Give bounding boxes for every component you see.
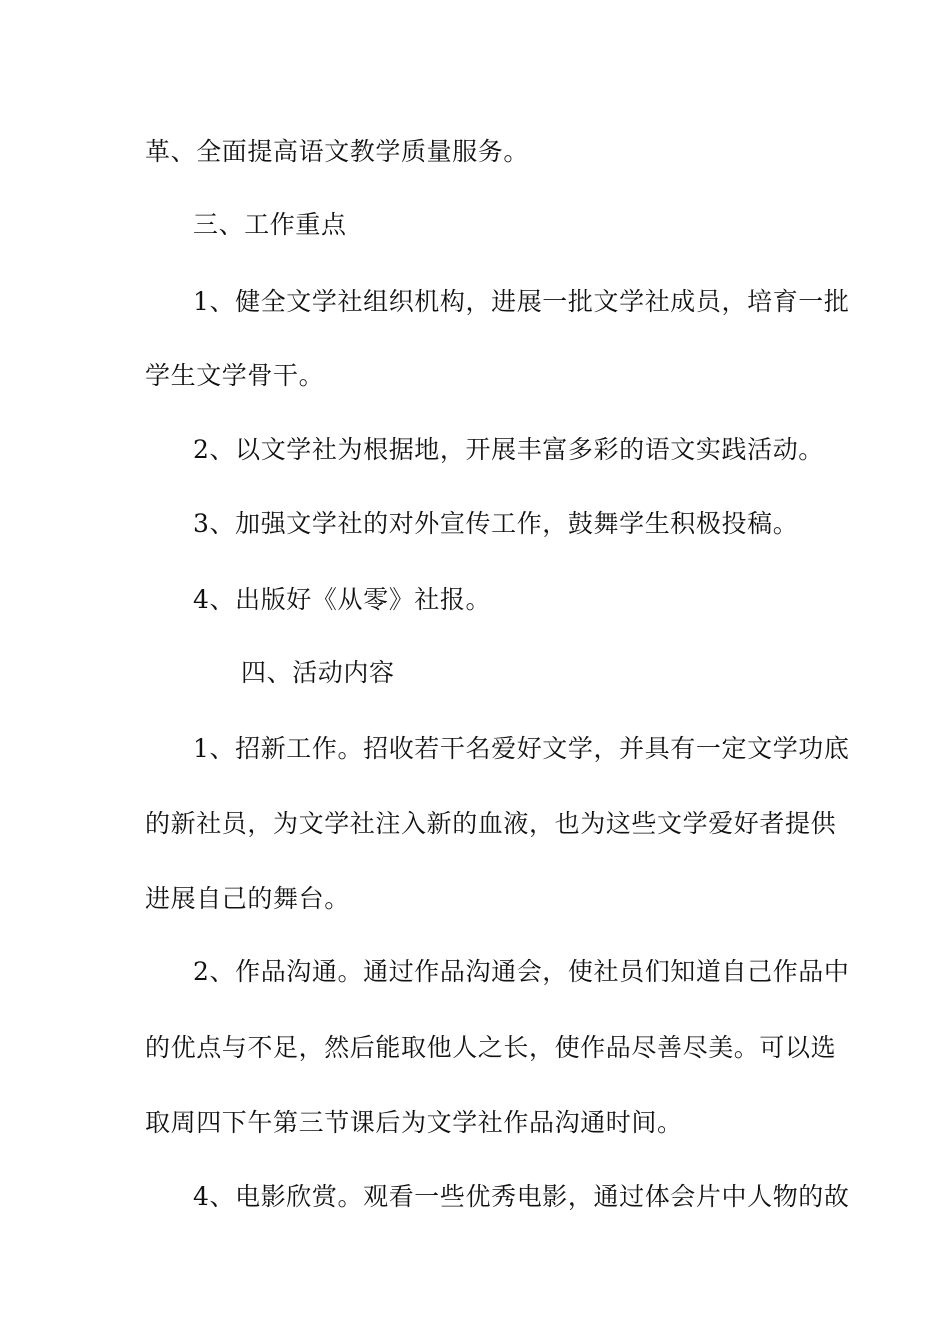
paragraph-line: 革、全面提高语文教学质量服务。: [145, 137, 530, 166]
paragraph-line: 的优点与不足，然后能取他人之长，使作品尽善尽美。可以选: [145, 1033, 837, 1062]
paragraph-line: 2、以文学社为根据地，开展丰富多彩的语文实践活动。: [193, 435, 824, 464]
paragraph-line: 学生文学骨干。: [145, 361, 325, 390]
paragraph-line: 3、加强文学社的对外宣传工作，鼓舞学生积极投稿。: [193, 509, 799, 538]
section-heading: 三、工作重点: [193, 210, 347, 239]
paragraph-line: 1、招新工作。招收若干名爱好文学，并具有一定文学功底: [193, 734, 850, 763]
paragraph-line: 4、电影欣赏。观看一些优秀电影，通过体会片中人物的故: [193, 1182, 850, 1211]
paragraph-line: 2、作品沟通。通过作品沟通会，使社员们知道自己作品中: [193, 957, 850, 986]
paragraph-line: 取周四下午第三节课后为文学社作品沟通时间。: [145, 1108, 683, 1137]
paragraph-line: 进展自己的舞台。: [145, 884, 350, 913]
section-heading: 四、活动内容: [241, 658, 395, 687]
paragraph-line: 的新社员，为文学社注入新的血液，也为这些文学爱好者提供: [145, 809, 837, 838]
paragraph-line: 1、健全文学社组织机构，进展一批文学社成员，培育一批: [193, 287, 850, 316]
paragraph-line: 4、出版好《从零》社报。: [193, 585, 492, 614]
